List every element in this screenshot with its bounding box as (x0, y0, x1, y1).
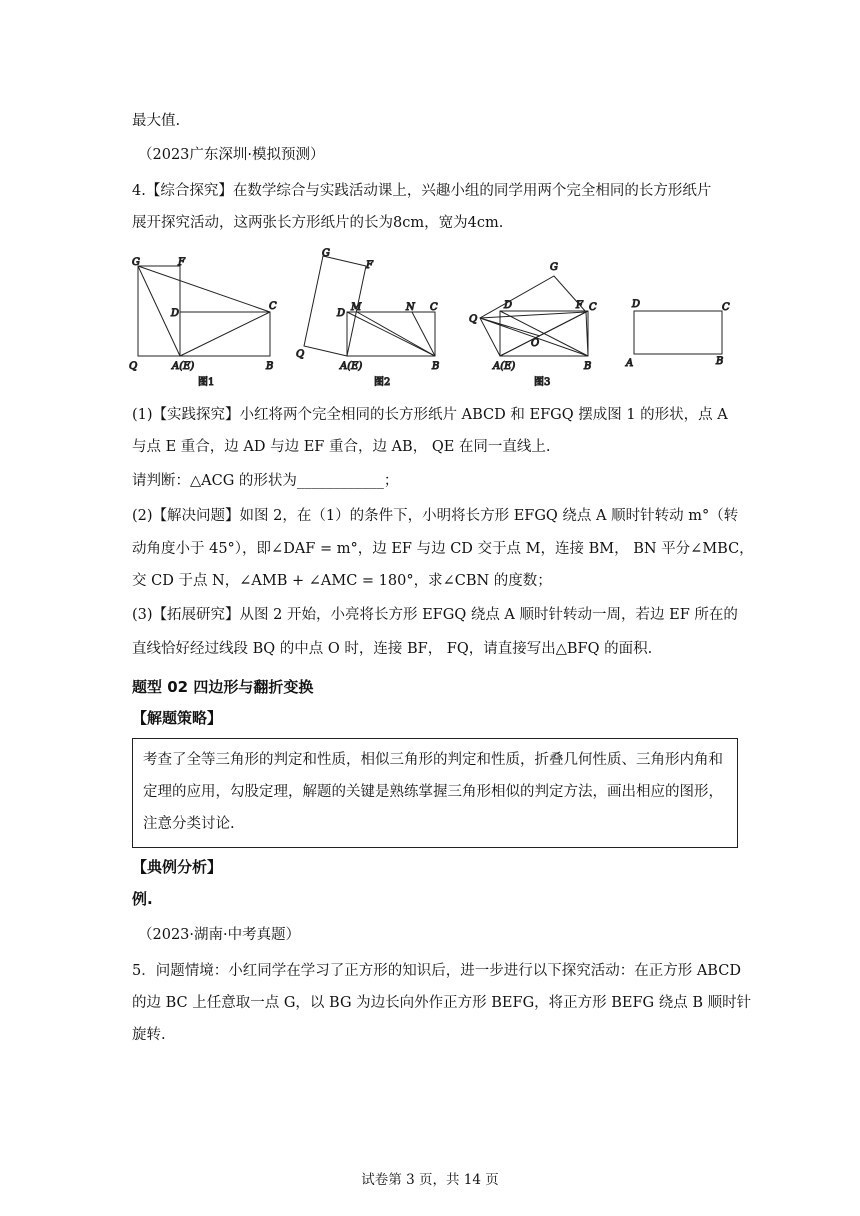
question-5-line-1: 5．问题情境：小红同学在学习了正方形的知识后，进一步进行以下探究活动：在正方形 ABCD (132, 963, 741, 979)
strategy-text-line-2: 定理的应用，勾股定理，解题的关键是熟练掌握三角形相似的判定方法，画出相应的图形， (143, 784, 723, 800)
label-m: M (351, 302, 362, 313)
label-b: B (432, 361, 440, 372)
label-g: G (132, 257, 140, 268)
question-5-line-3: 旋转. (132, 1027, 166, 1043)
label-f: F (576, 300, 583, 311)
question-4-part-2-line-2: 动角度小于 45°），即∠DAF = m°，边 EF 与边 CD 交于点 M，连接 BM， BN 平分∠MBC， (132, 541, 754, 557)
label-c: C (269, 301, 277, 312)
label-q: Q (129, 361, 138, 372)
strategy-text-line-1: 考查了全等三角形的判定和性质，相似三角形的判定和性质，折叠几何性质、三角形内角和 (143, 752, 723, 768)
label-g: G (550, 262, 558, 273)
label-q: Q (469, 314, 478, 325)
label-c: C (589, 302, 597, 313)
source-note: （2023·湖南·中考真题） (138, 927, 301, 943)
figure-2 (296, 248, 439, 388)
label-n: N (406, 302, 415, 313)
label-f: F (178, 257, 185, 268)
question-4-part-1-line-1: (1)【实践探究】小红将两个完全相同的长方形纸片 ABCD 和 EFGQ 摆成图 1 的形状，点 A (132, 407, 728, 423)
question-4-part-2-line-3: 交 CD 于点 N，∠AMB + ∠AMC = 180°，求∠CBN 的度数； (132, 573, 552, 589)
label-f: F (366, 260, 373, 271)
label-a-e: A(E) (172, 361, 195, 372)
section-heading: 题型 02 四边形与翻折变换 (132, 678, 314, 696)
label-d: D (171, 308, 180, 319)
label-b: B (584, 361, 592, 372)
strategy-box (132, 738, 738, 848)
figure-caption: 图2 (374, 377, 391, 388)
label-d: D (504, 300, 513, 311)
figure-caption: 图1 (198, 377, 215, 388)
label-g: G (322, 248, 330, 259)
label-c: C (430, 302, 438, 313)
question-4-line-1: 4.【综合探究】在数学综合与实践活动课上，兴趣小组的同学用两个完全相同的长方形纸片 (132, 183, 712, 199)
question-4-part-1-line-3: 请判断：△ACG 的形状为____________； (132, 473, 399, 489)
text-line: 最大值. (132, 113, 181, 129)
label-d: D (632, 299, 641, 310)
page-footer: 试卷第 3 页，共 14 页 (361, 1172, 499, 1188)
question-4-part-2-line-1: (2)【解决问题】如图 2，在（1）的条件下，小明将长方形 EFGQ 绕点 A 顺时针转动 m°（转 (132, 508, 739, 524)
question-4-part-1-line-2: 与点 E 重合，边 AD 与边 EF 重合，边 AB， QE 在同一直线上. (132, 439, 551, 455)
strategy-text-line-3: 注意分类讨论. (143, 816, 235, 832)
label-c: C (722, 302, 730, 313)
label-d: D (337, 308, 346, 319)
strategy-heading: 【解题策略】 (132, 709, 223, 727)
figure-3 (469, 262, 597, 388)
label-o: O (531, 338, 540, 349)
label-a-e: A(E) (493, 361, 516, 372)
label-b: B (716, 356, 724, 367)
label-a-e: A(E) (340, 361, 363, 372)
figure-4 (625, 299, 730, 369)
figures (126, 244, 746, 394)
label-b: B (266, 361, 274, 372)
example-label: 例. (132, 890, 153, 908)
question-4-line-2: 展开探究活动，这两张长方形纸片的长为8cm，宽为4cm. (132, 215, 504, 231)
question-4-part-3-line-1: (3)【拓展研究】从图 2 开始，小亮将长方形 EFGQ 绕点 A 顺时针转动一周，若边 EF 所在的 (132, 607, 738, 623)
figure-1 (129, 257, 277, 388)
label-q: Q (296, 349, 305, 360)
question-5-line-2: 的边 BC 上任意取一点 G，以 BG 为边长向外作正方形 BEFG，将正方形 BEFG 绕点 B 顺时针 (132, 995, 752, 1011)
example-heading: 【典例分析】 (132, 858, 223, 876)
label-a: A (626, 358, 634, 369)
figure-caption: 图3 (534, 377, 551, 388)
question-4-part-3-line-2: 直线恰好经过线段 BQ 的中点 O 时，连接 BF， FQ，请直接写出△BFQ 的面积. (132, 641, 653, 657)
source-note: （2023广东深圳·模拟预测） (138, 147, 325, 163)
